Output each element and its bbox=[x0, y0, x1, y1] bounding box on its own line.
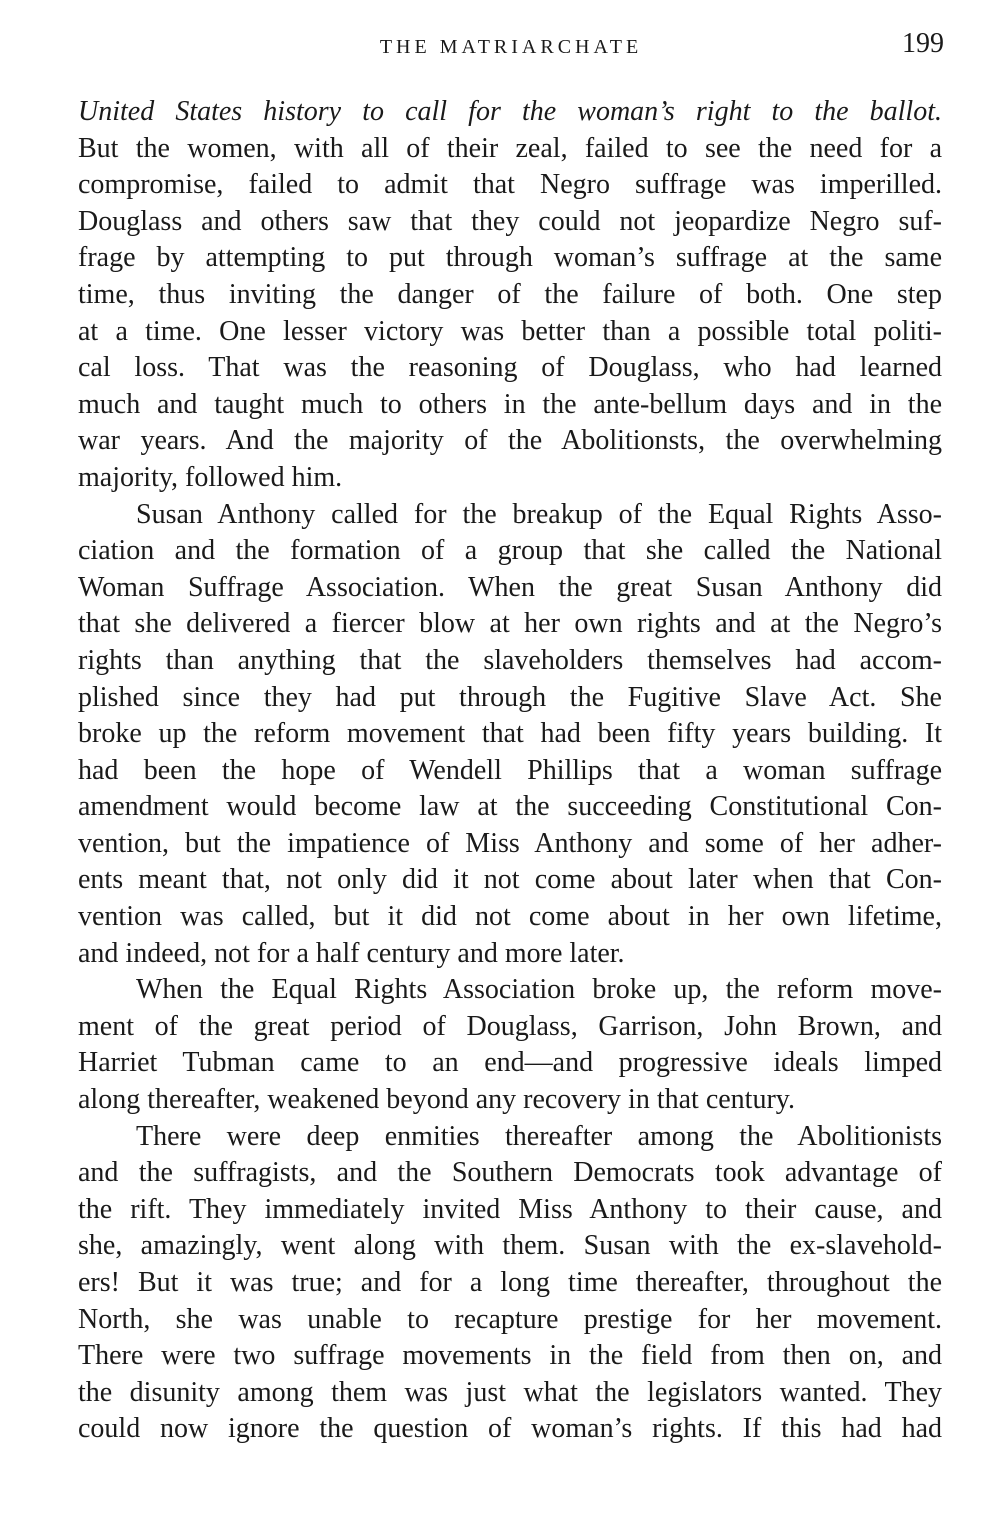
text-line: North, she was unable to recapture prestige for her movement. bbox=[78, 1303, 942, 1335]
text-line: could now ignore the question of woman’s rights. If this had had bbox=[78, 1413, 942, 1445]
body-text bbox=[78, 94, 942, 1448]
text-line: Susan Anthony called for the breakup of the Equal Rights Asso- bbox=[136, 498, 942, 530]
text-line: and indeed, not for a half century and more later. bbox=[78, 937, 625, 969]
text-line: vention was called, but it did not come about in her own lifetime, bbox=[78, 901, 942, 933]
text-line: amendment would become law at the succeeding Constitutional Con- bbox=[78, 791, 942, 823]
running-head bbox=[78, 28, 944, 68]
text-line: Harriet Tubman came to an end—and progressive ideals limped bbox=[78, 1047, 942, 1079]
text-line: When the Equal Rights Association broke up, the reform move- bbox=[136, 974, 942, 1006]
text-line: along thereafter, weakened beyond any recovery in that century. bbox=[78, 1084, 795, 1116]
text-line: broke up the reform movement that had been fifty years building. It bbox=[78, 718, 942, 750]
text-line: But the women, with all of their zeal, failed to see the need for a bbox=[78, 132, 942, 164]
text-line: she, amazingly, went along with them. Susan with the ex-slavehold- bbox=[78, 1230, 942, 1262]
text-line: compromise, failed to admit that Negro suffrage was imperilled. bbox=[78, 169, 942, 201]
text-line: at a time. One lesser victory was better than a possible total politi- bbox=[78, 315, 942, 347]
text-line: time, thus inviting the danger of the failure of both. One step bbox=[78, 278, 942, 310]
text-line: had been the hope of Wendell Phillips that a woman suffrage bbox=[78, 754, 942, 786]
text-line: frage by attempting to put through woman’s suffrage at the same bbox=[78, 242, 942, 274]
text-line: much and taught much to others in the ante-bellum days and in the bbox=[78, 388, 942, 420]
text-line: ciation and the formation of a group that she called the National bbox=[78, 535, 942, 567]
text-line: cal loss. That was the reasoning of Douglass, who had learned bbox=[78, 352, 942, 384]
text-line: majority, followed him. bbox=[78, 461, 343, 493]
text-line: and the suffragists, and the Southern Democrats took advantage of bbox=[78, 1157, 942, 1189]
text-line: rights than anything that the slaveholders themselves had accom- bbox=[78, 644, 942, 676]
text-line: Douglass and others saw that they could not jeopardize Negro suf- bbox=[78, 205, 942, 237]
text-line: Woman Suffrage Association. When the great Susan Anthony did bbox=[78, 571, 942, 603]
text-line: ment of the great period of Douglass, Garrison, John Brown, and bbox=[78, 1010, 942, 1042]
running-title: THE MATRIARCHATE bbox=[379, 36, 643, 58]
text-line: war years. And the majority of the Abolitionsts, the overwhelming bbox=[78, 425, 942, 457]
text-line: the disunity among them was just what the legislators wanted. They bbox=[78, 1376, 942, 1408]
text-line: There were two suffrage movements in the field from then on, and bbox=[78, 1340, 942, 1372]
text-line: There were deep enmities thereafter among the Abolitionists bbox=[136, 1120, 942, 1152]
text-line: ers! But it was true; and for a long time thereafter, throughout the bbox=[78, 1267, 942, 1298]
text-line: ents meant that, not only did it not come about later when that Con- bbox=[78, 864, 942, 896]
text-line: the rift. They immediately invited Miss Anthony to their cause, and bbox=[78, 1193, 942, 1225]
text-line: vention, but the impatience of Miss Anthony and some of her adher- bbox=[78, 827, 942, 859]
text-line: that she delivered a fiercer blow at her own rights and at the Negro’s bbox=[78, 608, 942, 640]
text-line: United States history to call for the woman’s right to the ballot. bbox=[78, 96, 942, 127]
page-number: 199 bbox=[902, 28, 944, 59]
text-line: plished since they had put through the Fugitive Slave Act. She bbox=[78, 681, 942, 713]
